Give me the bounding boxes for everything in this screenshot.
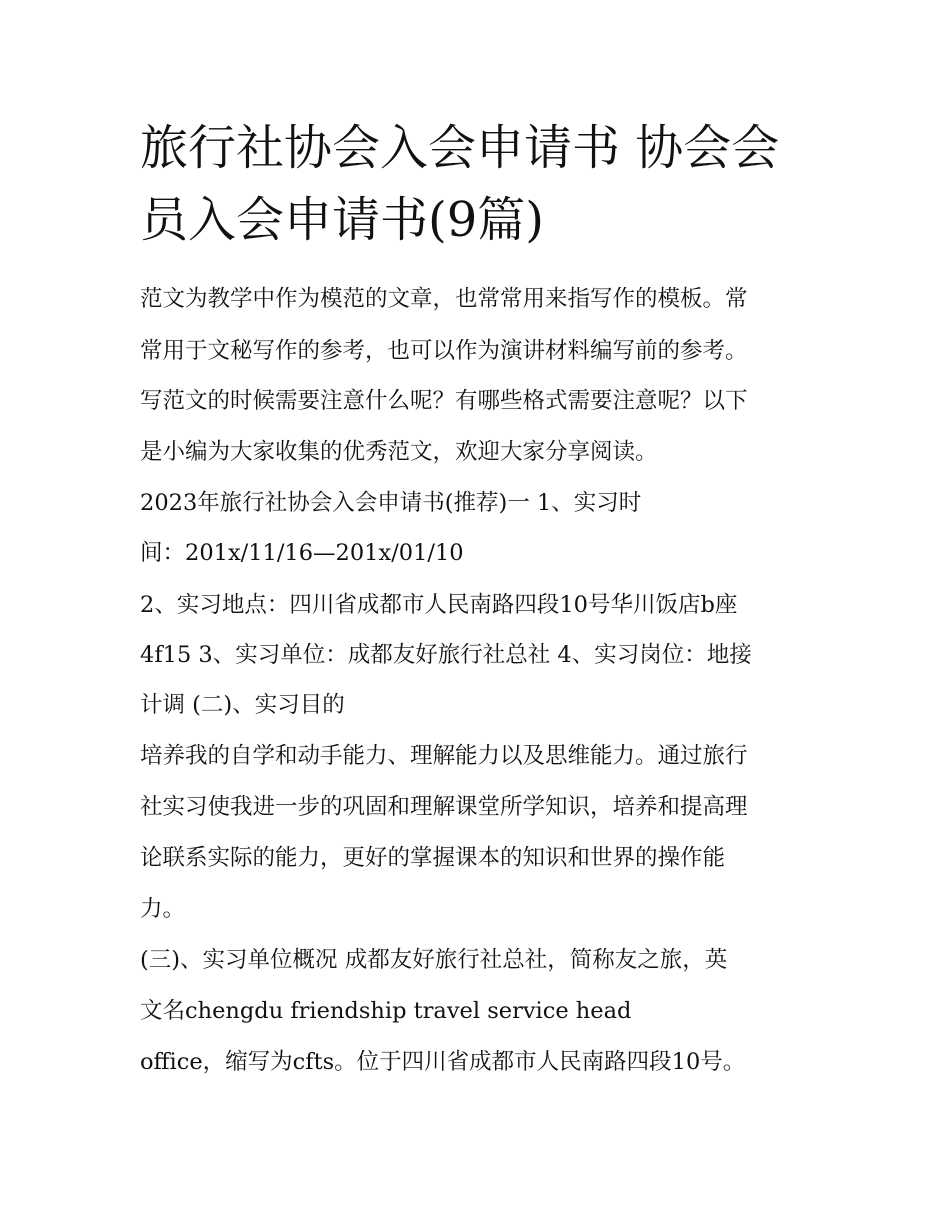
body-line: (三)、实习单位概况 成都友好旅行社总社，简称友之旅，英 (140, 947, 728, 973)
body-line: 2、实习地点：四川省成都市人民南路四段10号华川饭店b座 (140, 592, 738, 618)
document-title: 旅行社协会入会申请书 协会会 员入会申请书(9篇) (140, 120, 780, 248)
body-line: 写范文的时候需要注意什么呢？有哪些格式需要注意呢？以下 (140, 388, 748, 414)
body-line: 培养我的自学和动手能力、理解能力以及思维能力。通过旅行 (140, 743, 748, 769)
body-line: 间：201x/11/16—201x/01/10 (140, 540, 464, 566)
body-line: 文名chengdu friendship travel service head (140, 998, 632, 1024)
body-line: 计调 (二)、实习目的 (140, 692, 345, 718)
body-line: 范文为教学中作为模范的文章，也常常用来指写作的模板。常 (140, 286, 748, 312)
body-line: 4f15 3、实习单位：成都友好旅行社总社 4、实习岗位：地接 (140, 642, 752, 668)
body-line: 力。 (140, 896, 186, 922)
body-line: office，缩写为cfts。位于四川省成都市人民南路四段10号。 (140, 1049, 746, 1075)
body-line: 是小编为大家收集的优秀范文，欢迎大家分享阅读。 (140, 439, 658, 465)
body-line: 社实习使我进一步的巩固和理解课堂所学知识，培养和提高理 (140, 794, 748, 820)
body-line: 常用于文秘写作的参考，也可以作为演讲材料编写前的参考。 (140, 338, 748, 364)
body-line: 论联系实际的能力，更好的掌握课本的知识和世界的操作能 (140, 845, 726, 871)
body-line: 2023年旅行社协会入会申请书(推荐)一 1、实习时 (140, 490, 642, 516)
